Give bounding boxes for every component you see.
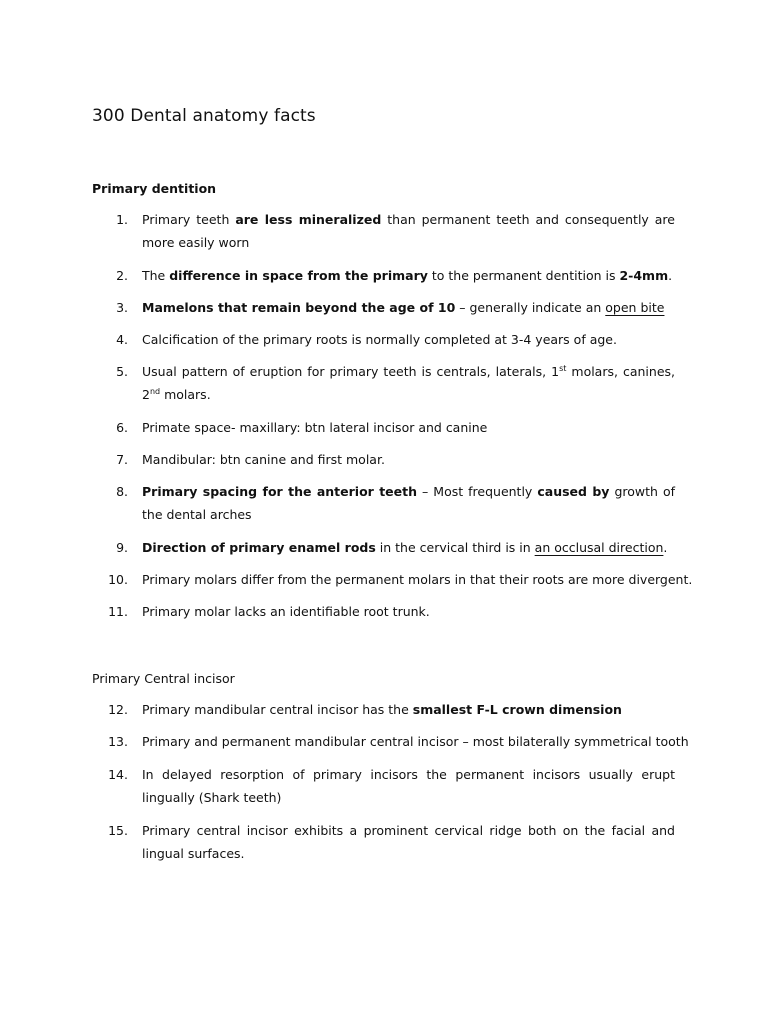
list-item-number: 4. (116, 332, 128, 347)
text-run: – generally indicate an (455, 300, 606, 315)
superscript-text: st (559, 363, 567, 373)
bold-text: 2-4mm (619, 268, 669, 283)
list-item-text (142, 600, 675, 623)
text-run: Mandibular: btn canine and first molar. (142, 452, 385, 467)
list-item-number: 14. (108, 767, 128, 782)
text-run: growth of the dental arches (142, 484, 675, 522)
text-run: In delayed resorption of primary incisors the permanent incisors usually erupt lingually (Shark teeth) (142, 767, 675, 805)
list-item-number: 7. (116, 452, 128, 467)
text-run: Calcification of the primary roots is normally completed at 3-4 years of age. (142, 332, 617, 347)
list-item-text (142, 328, 675, 351)
bold-text: caused by (537, 484, 610, 499)
list-item-text (142, 536, 675, 559)
text-run: Usual pattern of eruption for primary teeth is centrals, laterals, 1 (142, 364, 560, 379)
list-item-number: 12. (108, 702, 128, 717)
text-run: The (142, 268, 170, 283)
list-item-text (142, 819, 675, 865)
list-item-number: 3. (116, 300, 128, 315)
bold-text: smallest F-L crown dimension (412, 702, 622, 717)
list-item-text (142, 480, 675, 526)
list-item-number: 10. (108, 572, 128, 587)
text-run: – Most frequently (417, 484, 538, 499)
list-item-number: 11. (108, 604, 128, 619)
bold-text: Mamelons that remain beyond the age of 10 (142, 300, 456, 315)
list-item-text (142, 730, 689, 753)
list-item-text (142, 448, 675, 471)
text-run: Primary mandibular central incisor has the (142, 702, 413, 717)
list-item-number: 6. (116, 420, 128, 435)
list-item-text (142, 296, 675, 319)
section-heading-primary-dentition: Primary dentition (92, 181, 217, 196)
list-item-number: 8. (116, 484, 128, 499)
list-item-text (142, 763, 675, 809)
text-run: . (668, 268, 673, 283)
list-item-text (142, 360, 675, 406)
list-item-text (142, 416, 675, 439)
list-item-text (142, 698, 675, 721)
text-run: Primate space- maxillary: btn lateral incisor and canine (142, 420, 488, 435)
list-item-text (142, 264, 675, 287)
list-item-number: 13. (108, 734, 128, 749)
bold-text: Direction of primary enamel rods (142, 540, 376, 555)
list-item-number: 2. (116, 268, 128, 283)
text-run: to the permanent dentition is (427, 268, 620, 283)
text-run: in the cervical third is in (375, 540, 535, 555)
bold-text: Primary spacing for the anterior teeth (142, 484, 418, 499)
text-run: Primary central incisor exhibits a prominent cervical ridge both on the facial and lingual surfaces. (142, 823, 675, 861)
text-run: molars, canines, 2 (142, 364, 675, 402)
text-run: molars. (160, 387, 211, 402)
underlined-text: open bite (605, 300, 665, 315)
text-run: Primary molar lacks an identifiable root trunk. (142, 604, 430, 619)
section-heading-primary-central-incisor: Primary Central incisor (92, 671, 235, 686)
list-item-number: 5. (116, 364, 128, 379)
document-title: 300 Dental anatomy facts (92, 106, 316, 126)
bold-text: are less mineralized (235, 212, 382, 227)
underlined-text: an occlusal direction (534, 540, 664, 555)
text-run: Primary molars differ from the permanent molars in that their roots are more divergent. (142, 572, 693, 587)
bold-text: difference in space from the primary (169, 268, 428, 283)
list-item-text (142, 568, 693, 591)
text-run: . (663, 540, 668, 555)
list-item-text (142, 208, 675, 254)
text-run: Primary and permanent mandibular central incisor – most bilaterally symmetrical tooth (142, 734, 689, 749)
superscript-text: nd (149, 386, 161, 396)
text-run: Primary teeth (142, 212, 236, 227)
list-item-number: 15. (108, 823, 128, 838)
list-item-number: 9. (116, 540, 128, 555)
list-item-number: 1. (116, 212, 128, 227)
text-run: than permanent teeth and consequently are more easily worn (142, 212, 675, 250)
